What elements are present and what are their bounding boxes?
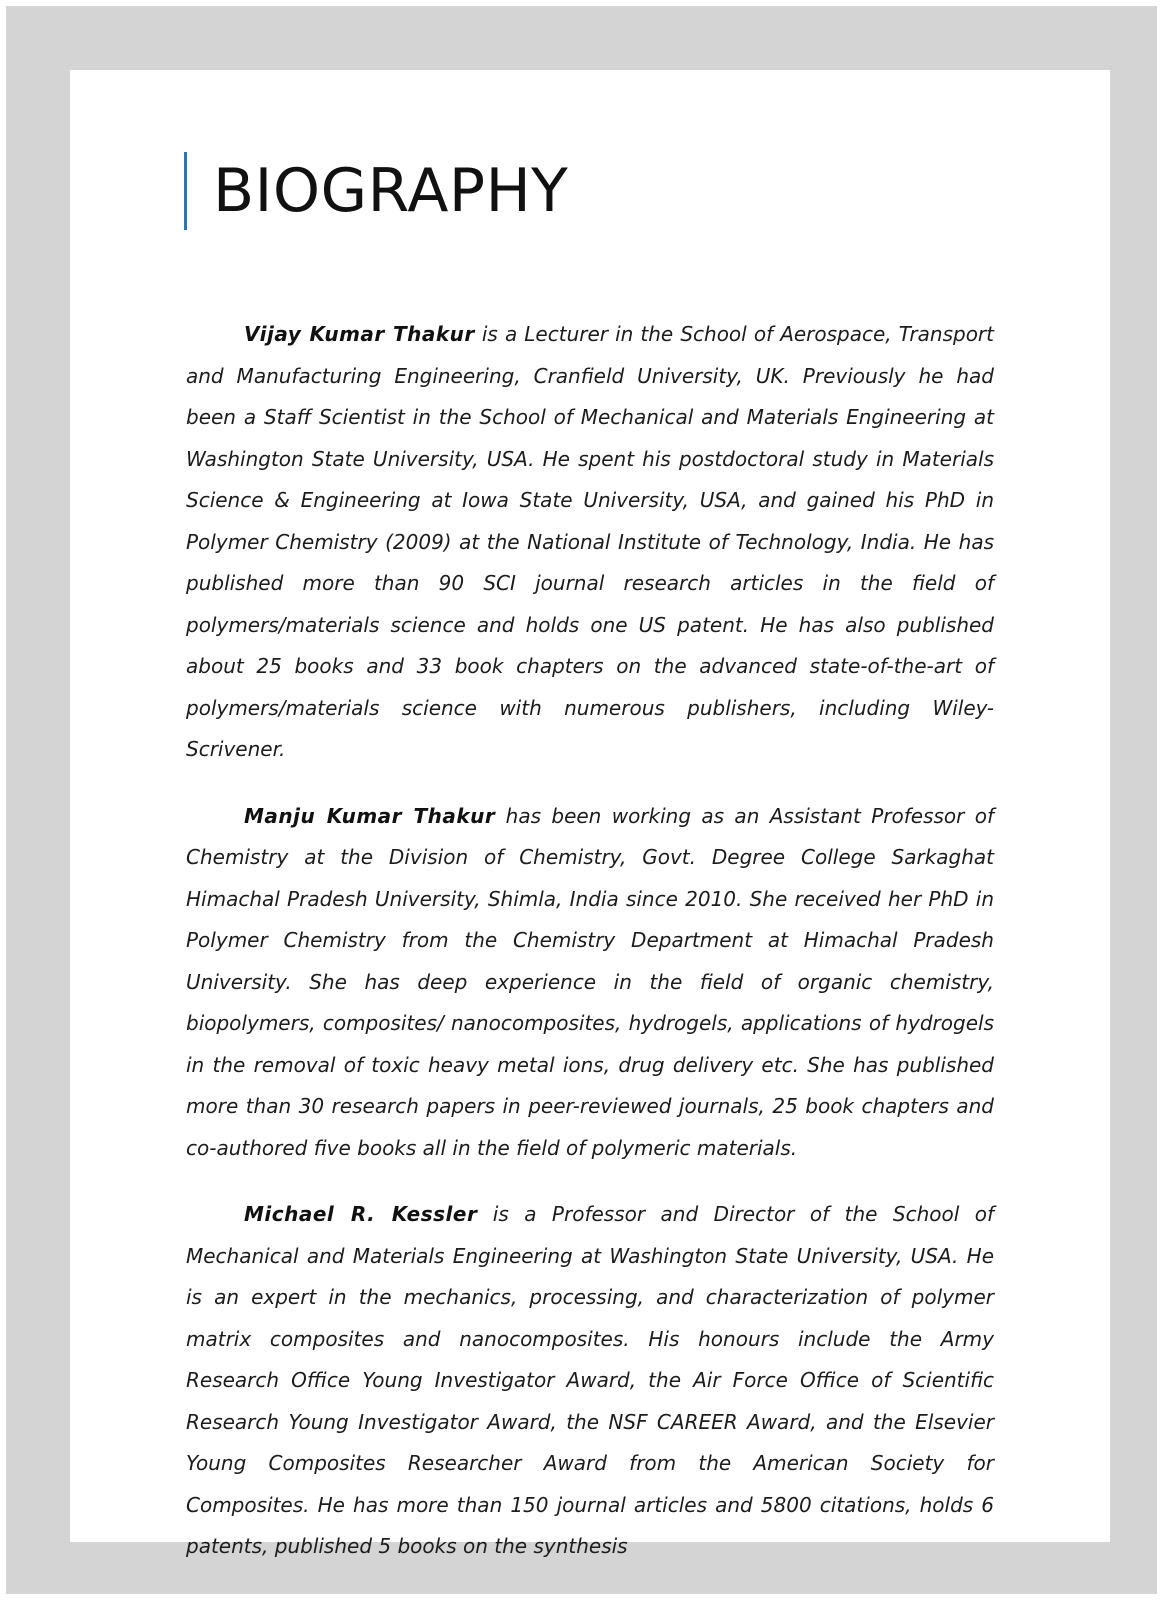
page-frame	[6, 6, 1157, 1594]
bio-text: has been working as an Assistant Professor of Chemistry at the Division of Chemistry, Govt. Degree College Sarkaghat Himachal Pradesh University, Shimla, India since 2010. She received her PhD in Polymer Chemistry from the Chemistry Department at Himachal Pradesh University. She has deep experience in the field of organic chemistry, biopolymers, composites/ nanocomposites, hydrogels, applications of hydrogels in the removal of toxic heavy metal ions, drug delivery etc. She has published more than 30 research papers in peer-reviewed journals, 25 book chapters and co-authored five books all in the field of polymeric materials.	[186, 803, 995, 1160]
page-title: BIOGRAPHY	[184, 152, 568, 230]
document-page	[70, 70, 1110, 1558]
bio-name: Manju Kumar Thakur	[244, 803, 496, 828]
bio-text: is a Lecturer in the School of Aerospace, Transport and Manufacturing Engineering, Cranfield University, UK. Previously he had been a Staff Scientist in the School of Mechanical and Materials Engineering at Washington State University, USA. He spent his postdoctoral study in Materials Science & Engineering at Iowa State University, USA, and gained his PhD in Polymer Chemistry (2009) at the National Institute of Technology, India. He has published more than 90 SCI journal research articles in the field of polymers/materials science and holds one US patent. He has also published about 25 books and 33 book chapters on the advanced state-of-the-art of polymers/materials science with numerous publishers, including Wiley-Scrivener.	[186, 322, 994, 761]
bio-paragraph-kessler	[186, 1194, 994, 1568]
bio-name: Vijay Kumar Thakur	[244, 322, 475, 346]
bio-paragraph-manju	[186, 796, 994, 1170]
bio-paragraph-vijay	[186, 314, 994, 771]
bio-name: Michael R. Kessler	[244, 1202, 478, 1226]
bio-text: is a Professor and Director of the School of Mechanical and Materials Engineering at Washington State University, USA. He is an expert in the mechanics, processing, and characterization of polymer matrix composites and nanocomposites. His honours include the Army Research Office Young Investigator Award, the Air Force Office of Scientific Research Young Investigator Award, the NSF CAREER Award, and the Elsevier Young Composites Researcher Award from the American Society for Composites. He has more than 150 journal articles and 5800 citations, holds 6 patents, published 5 books on the synthesis	[186, 1202, 995, 1558]
biography-content	[186, 314, 995, 1558]
